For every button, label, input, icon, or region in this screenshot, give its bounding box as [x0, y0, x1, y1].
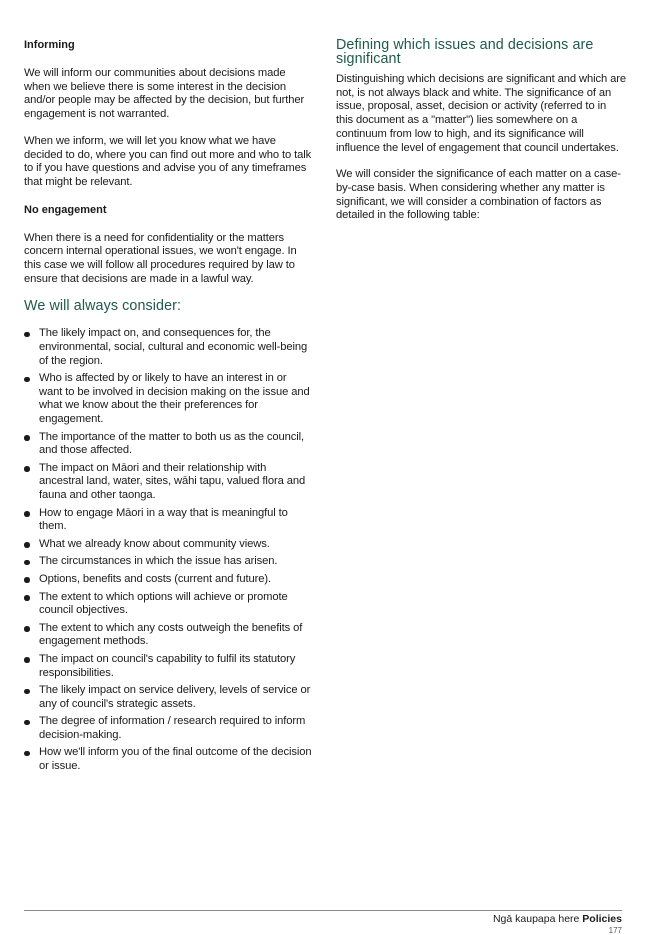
footer-section-bold: Policies [582, 913, 622, 925]
consider-list-item [24, 538, 312, 552]
consider-list-item [24, 746, 312, 773]
consider-list-item-text: The circumstances in which the issue has arisen. [39, 555, 278, 568]
consider-list-item-text: What we already know about community views. [39, 537, 270, 550]
consider-list-item-text: How to engage Māori in a way that is meaningful to them. [39, 506, 288, 533]
consider-list-item-text: The degree of information / research required to inform decision-making. [39, 715, 306, 741]
consider-list-item [24, 573, 312, 587]
bullet-dot-icon [24, 751, 30, 757]
significance-paragraph-2: We will consider the significance of each matter on a case-by-case basis. When considering whether any matter is significant, we will consider a combination of factors as detailed in the following table: [336, 168, 621, 222]
consider-list-item [24, 462, 312, 503]
consider-list-item [24, 372, 312, 426]
bullet-dot-icon [24, 595, 30, 601]
bullet-dot-icon [24, 332, 30, 338]
significance-paragraph-1: Distinguishing which decisions are significant and which are not, is not always black and white. The significance of an issue, proposal, asset, decision or activity (referred to in this document as a "matter") lies somewhere on a continuum from low to high, and its significance will influence the level of engagement that council undertakes. [336, 73, 627, 154]
consider-list [24, 327, 312, 773]
bullet-dot-icon [24, 542, 30, 548]
no-engagement-paragraph: When there is a need for confidentiality or the matters concern internal operational issues, we won't engage. In this case we will follow all procedures required by law to ensure that decisions are made in a lawful way. [24, 231, 297, 285]
informing-paragraph-1: We will inform our communities about decisions made when we believe there is some interest in the decision and/or people may be affected by the decision, but further engagement is not warranted. [24, 67, 305, 121]
consider-list-item-text: The importance of the matter to both us as the council, and those affected. [39, 430, 305, 457]
bullet-dot-icon [24, 511, 30, 517]
consider-list-item-text: The likely impact on, and consequences for, the environmental, social, cultural and economic well-being of the region. [39, 327, 308, 367]
bullet-dot-icon [24, 577, 30, 583]
consider-list-item-text: Options, benefits and costs (current and future). [39, 572, 272, 585]
footer-section-label [493, 913, 622, 925]
bullet-dot-icon [24, 560, 30, 566]
bullet-dot-icon [24, 689, 30, 695]
bullet-dot-icon [24, 626, 30, 632]
consider-list-item [24, 327, 312, 368]
informing-paragraph-2: When we inform, we will let you know what we have decided to do, where you can find out more and who to talk to if you have questions and advise you of any timeframes that might be relevant. [24, 134, 312, 188]
informing-heading: Informing [24, 39, 75, 51]
consider-list-item [24, 431, 312, 458]
consider-list-item [24, 507, 312, 534]
consider-list-item-text: Who is affected by or likely to have an interest in or want to be involved in decision making on the issue and what we know about the their preferences for engagement. [39, 372, 310, 425]
consider-list-item-text: The extent to which options will achieve or promote council objectives. [39, 590, 288, 617]
consider-list-item [24, 622, 312, 649]
consider-list-item [24, 653, 312, 680]
bullet-dot-icon [24, 466, 30, 472]
left-column [24, 38, 312, 778]
consider-list-item-text: The likely impact on service delivery, levels of service or any of council's strategic assets. [39, 684, 311, 710]
footer-section-prefix: Ngā kaupapa here [492, 913, 583, 925]
page-number: 177 [608, 926, 622, 935]
right-column [336, 38, 626, 236]
consider-list-item-text: How we'll inform you of the final outcome of the decision or issue. [39, 746, 312, 773]
footer-divider [24, 910, 622, 911]
bullet-dot-icon [24, 435, 30, 441]
consider-list-item-text: The impact on council's capability to fulfil its statutory responsibilities. [39, 652, 296, 679]
consider-list-item [24, 591, 312, 618]
bullet-dot-icon [24, 377, 30, 383]
bullet-dot-icon [24, 720, 30, 726]
consider-list-item [24, 715, 312, 742]
consider-heading: We will always consider: [24, 298, 182, 315]
significance-heading: Defining which issues and decisions are significant [336, 37, 594, 67]
consider-list-item-text: The extent to which any costs outweigh the benefits of engagement methods. [39, 621, 303, 648]
consider-list-item-text: The impact on Māori and their relationship with ancestral land, water, sites, wāhi tapu, valued flora and fauna and other taonga. [39, 461, 306, 501]
bullet-dot-icon [24, 657, 30, 663]
consider-list-item [24, 684, 312, 711]
no-engagement-heading: No engagement [24, 203, 107, 216]
consider-list-item [24, 555, 312, 569]
